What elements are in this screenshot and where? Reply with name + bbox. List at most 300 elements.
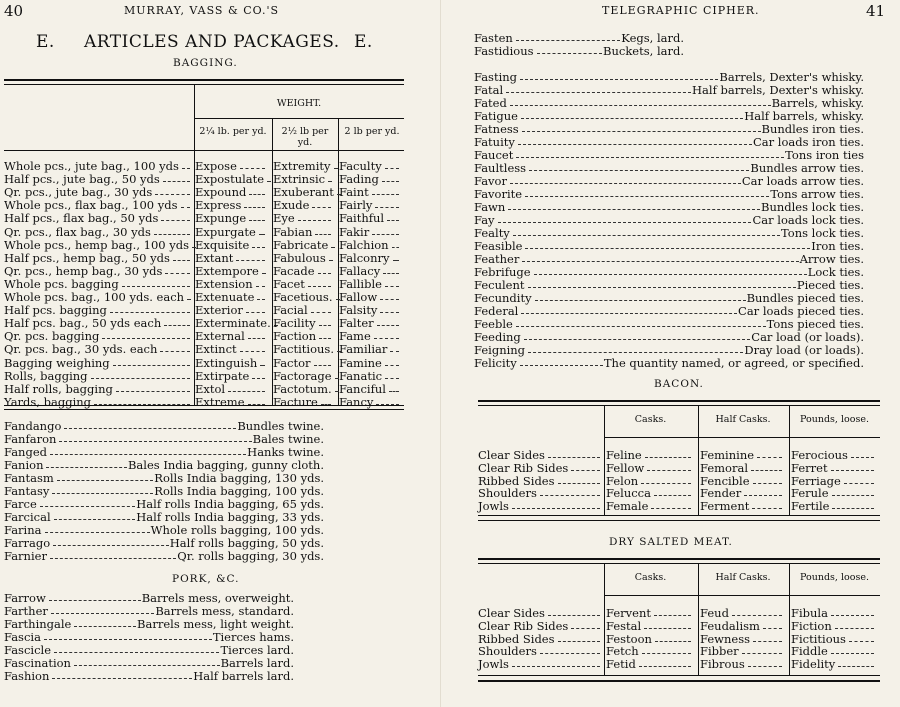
leader-dashes bbox=[540, 645, 600, 654]
code-meaning: Bundles arrow ties. bbox=[750, 161, 864, 175]
bagging-code-cell bbox=[195, 357, 267, 370]
leader-dashes bbox=[641, 475, 691, 484]
bagging-code-cell bbox=[273, 291, 333, 304]
cipher-code: Ferule bbox=[791, 486, 829, 501]
code-word: Farther bbox=[4, 604, 48, 618]
bagging-code-cell bbox=[273, 186, 333, 199]
leader-dashes bbox=[110, 304, 190, 313]
leader-dashes bbox=[54, 644, 219, 653]
leader-dashes bbox=[257, 291, 265, 300]
leader-dashes bbox=[763, 620, 782, 629]
leader-dashes bbox=[832, 500, 874, 509]
code-word: Fanfaron bbox=[4, 432, 57, 446]
cipher-code: Falchion bbox=[339, 237, 389, 252]
code-word: Farthingale bbox=[4, 617, 72, 631]
table-code-cell bbox=[606, 500, 693, 513]
cipher-code: Falter bbox=[339, 316, 374, 331]
cipher-code: Extirpate bbox=[195, 368, 250, 383]
cipher-code: Fibber bbox=[700, 644, 739, 659]
left-page bbox=[0, 0, 412, 707]
leader-dashes bbox=[757, 449, 782, 458]
bagging-code-cell bbox=[339, 370, 401, 383]
leader-dashes bbox=[182, 160, 190, 169]
leader-dashes bbox=[742, 645, 782, 654]
leader-dashes bbox=[831, 645, 874, 654]
bagging-subtitle: BAGGING. bbox=[173, 57, 238, 69]
table-row-label bbox=[478, 500, 602, 513]
cipher-code: Famine bbox=[339, 355, 382, 370]
leader-dashes bbox=[752, 500, 782, 509]
cipher-code: Factorage bbox=[273, 368, 332, 383]
code-meaning: Bundles twine. bbox=[237, 419, 324, 433]
code-meaning: Tons pieced ties. bbox=[766, 317, 864, 331]
bacon-rule-top bbox=[478, 400, 880, 402]
code-word: Faucet bbox=[474, 148, 514, 162]
cipher-code: Extinguish bbox=[195, 355, 258, 370]
code-meaning: Car loads lock ties. bbox=[752, 213, 864, 227]
code-meaning: Car loads pieced ties. bbox=[738, 304, 864, 318]
bacon-rule-bottom bbox=[478, 515, 880, 516]
leader-dashes bbox=[753, 633, 782, 642]
leader-dashes bbox=[520, 71, 718, 80]
code-word: Fatigue bbox=[474, 109, 518, 123]
table-code-cell bbox=[700, 620, 784, 633]
leader-dashes bbox=[383, 265, 399, 274]
code-word: Feeding bbox=[474, 330, 521, 344]
bagging-code-cell bbox=[339, 252, 401, 265]
cipher-code: Extant bbox=[195, 250, 234, 265]
bagging-code-cell bbox=[339, 199, 401, 212]
page-number-right: 41 bbox=[866, 2, 886, 20]
leader-dashes bbox=[91, 370, 190, 379]
table-column-header: Half Casks. bbox=[715, 572, 771, 583]
cipher-code: Fertile bbox=[791, 499, 830, 514]
row-label-text: Bagging weighing bbox=[4, 355, 110, 370]
table-code-cell bbox=[606, 620, 693, 633]
leader-dashes bbox=[164, 317, 190, 326]
leader-dashes bbox=[155, 186, 190, 195]
cipher-code: Fibula bbox=[791, 606, 828, 620]
table-column-header: Half Casks. bbox=[715, 414, 771, 425]
cipher-code: Fervent bbox=[606, 606, 651, 620]
cipher-code: Expose bbox=[195, 159, 237, 173]
cipher-code: Fetid bbox=[606, 657, 636, 672]
bagging-code-cell bbox=[339, 212, 401, 225]
bagging-code-cell bbox=[273, 173, 333, 186]
leader-dashes bbox=[52, 485, 153, 494]
cipher-code: Fanciful bbox=[339, 381, 386, 396]
leader-dashes bbox=[380, 291, 399, 300]
leader-dashes bbox=[376, 396, 399, 405]
code-meaning: Car loads iron ties. bbox=[752, 135, 864, 149]
code-meaning: Barrels, whisky. bbox=[771, 96, 864, 110]
leader-dashes bbox=[645, 449, 691, 458]
leader-dashes bbox=[256, 278, 265, 287]
leader-dashes bbox=[372, 226, 399, 235]
leader-dashes bbox=[40, 498, 135, 507]
code-word: Febrifuge bbox=[474, 265, 531, 279]
row-label-text: Half pcs. bagging bbox=[4, 303, 107, 318]
code-word: Fatuity bbox=[474, 135, 515, 149]
bagging-code-cell bbox=[195, 160, 267, 173]
cipher-code: Facet bbox=[273, 276, 305, 291]
cipher-code: Fidelity bbox=[791, 657, 836, 672]
bagging-code-cell bbox=[339, 226, 401, 239]
code-word: Feigning bbox=[474, 343, 526, 357]
cipher-code: Ferocious bbox=[791, 448, 848, 462]
leader-dashes bbox=[315, 226, 331, 235]
code-meaning: Bundles pieced ties. bbox=[746, 291, 864, 305]
leader-dashes bbox=[329, 252, 333, 261]
bagging-column-header: 2¼ lb. per yd. bbox=[199, 126, 267, 137]
leader-dashes bbox=[385, 370, 399, 379]
code-word: Fatal bbox=[474, 83, 504, 97]
leader-dashes bbox=[651, 500, 691, 509]
leader-dashes bbox=[228, 383, 265, 392]
bagging-code-cell bbox=[273, 357, 333, 370]
bagging-row-label bbox=[4, 330, 192, 343]
bagging-weight-rule bbox=[194, 118, 404, 119]
page-gutter bbox=[440, 0, 441, 707]
code-word: Fanion bbox=[4, 458, 44, 472]
bagging-code-cell bbox=[273, 383, 333, 396]
leader-dashes bbox=[94, 396, 190, 405]
code-meaning: Barrels mess, standard. bbox=[155, 604, 294, 618]
cipher-code: Felon bbox=[606, 473, 639, 488]
lard-list bbox=[474, 32, 684, 58]
leader-dashes bbox=[516, 149, 784, 158]
leader-dashes bbox=[46, 459, 127, 468]
code-meaning: Barrels mess, overweight. bbox=[141, 591, 294, 605]
cipher-code: Exterior bbox=[195, 303, 243, 318]
leader-dashes bbox=[160, 343, 190, 352]
cipher-code: Fancy bbox=[339, 394, 374, 409]
code-word: Fasten bbox=[474, 31, 513, 45]
code-meaning: Half barrels, Dexter's whisky. bbox=[692, 83, 864, 97]
bagging-header-rule bbox=[4, 150, 404, 151]
leader-dashes bbox=[187, 291, 191, 300]
cipher-code: Extension bbox=[195, 276, 253, 291]
row-label-text: Qr. pcs. bagging bbox=[4, 329, 100, 344]
bagging-code-cell bbox=[273, 160, 333, 173]
leader-dashes bbox=[838, 658, 874, 667]
leader-dashes bbox=[246, 304, 265, 313]
leader-dashes bbox=[308, 278, 331, 287]
leader-dashes bbox=[522, 123, 761, 132]
cipher-code: Extreme bbox=[195, 394, 245, 409]
cipher-code: Fabian bbox=[273, 224, 313, 239]
code-word: Farce bbox=[4, 497, 37, 511]
leader-dashes bbox=[524, 331, 751, 340]
cipher-code: Fetch bbox=[606, 644, 639, 659]
cipher-code: Fictitious bbox=[791, 631, 846, 646]
leader-dashes bbox=[318, 265, 331, 274]
leader-dashes bbox=[654, 607, 691, 616]
row-label-text: Qr. pcs., flax bag., 30 yds bbox=[4, 224, 151, 239]
cipher-code: Fading bbox=[339, 172, 379, 187]
row-label-text: Whole pcs., jute bag., 100 yds bbox=[4, 159, 179, 173]
cipher-code: Facial bbox=[273, 303, 308, 318]
leader-dashes bbox=[385, 278, 399, 287]
bagging-row-label bbox=[4, 291, 192, 304]
row-label-text: Half pcs., hemp bag., 50 yds bbox=[4, 250, 170, 265]
leader-dashes bbox=[236, 252, 265, 261]
cipher-code: Falsity bbox=[339, 303, 378, 318]
bagging-code-cell bbox=[195, 278, 267, 291]
leader-dashes bbox=[311, 304, 331, 313]
dry-salted-header-rule bbox=[604, 595, 880, 596]
bagging-row-label bbox=[4, 278, 192, 291]
code-word: Fashion bbox=[4, 669, 50, 683]
leader-dashes bbox=[165, 265, 190, 274]
table-code-cell bbox=[700, 462, 784, 475]
leader-dashes bbox=[510, 97, 771, 106]
bagging-row-label bbox=[4, 304, 192, 317]
row-label-text: Qr. pcs., jute bag., 30 yds bbox=[4, 185, 153, 200]
cipher-code: Factotum. bbox=[273, 381, 332, 396]
code-meaning: Tierces lard. bbox=[220, 643, 294, 657]
leader-dashes bbox=[744, 487, 782, 496]
dry-salted-rule-top bbox=[478, 558, 880, 560]
code-word: Fawn bbox=[474, 200, 506, 214]
code-entry bbox=[474, 45, 684, 58]
table-column-header: Pounds, loose. bbox=[800, 572, 869, 583]
code-entry bbox=[4, 670, 294, 683]
leader-dashes bbox=[74, 657, 220, 666]
bacon-header-rule bbox=[604, 437, 880, 438]
leader-dashes bbox=[639, 658, 691, 667]
bagging-row-label bbox=[4, 239, 192, 252]
code-meaning: Rolls India bagging, 100 yds. bbox=[154, 484, 324, 498]
bagging-row-label bbox=[4, 160, 192, 173]
leader-dashes bbox=[259, 226, 265, 235]
bagging-code-cell bbox=[273, 317, 333, 330]
code-word: Farcical bbox=[4, 510, 51, 524]
bacon-subtitle: BACON. bbox=[654, 378, 704, 390]
code-meaning: Tierces hams. bbox=[212, 630, 294, 644]
code-word: Fastidious bbox=[474, 44, 534, 58]
row-label-text: Clear Sides bbox=[478, 606, 545, 620]
leader-dashes bbox=[52, 670, 192, 679]
code-word: Favorite bbox=[474, 187, 523, 201]
bagging-row-label bbox=[4, 370, 192, 383]
bagging-code-cell bbox=[339, 173, 401, 186]
leader-dashes bbox=[558, 475, 600, 484]
bagging-row-label bbox=[4, 173, 192, 186]
leader-dashes bbox=[385, 357, 399, 366]
code-meaning: Kegs, lard. bbox=[621, 31, 684, 45]
whisky-ties-list bbox=[474, 71, 864, 370]
leader-dashes bbox=[382, 173, 399, 182]
pork-subtitle: PORK, &C. bbox=[172, 573, 240, 585]
bagging-code-cell bbox=[195, 265, 267, 278]
table-code-cell bbox=[791, 620, 876, 633]
bagging-row-label bbox=[4, 186, 192, 199]
cipher-code: Fewness bbox=[700, 631, 751, 646]
bagging-rule-top bbox=[4, 79, 404, 81]
leader-dashes bbox=[390, 343, 399, 352]
code-word: Fay bbox=[474, 213, 495, 227]
leader-dashes bbox=[334, 160, 338, 169]
bagging-code-cell bbox=[339, 160, 401, 173]
row-label-text: Jowls bbox=[478, 657, 509, 672]
cipher-code: Exquisite bbox=[195, 237, 250, 252]
bagging-row-label bbox=[4, 199, 192, 212]
leader-dashes bbox=[161, 212, 190, 221]
bagging-code-cell bbox=[273, 212, 333, 225]
dry-salted-rule-bottom bbox=[478, 675, 880, 676]
leader-dashes bbox=[506, 84, 691, 93]
twine-bagging-list bbox=[4, 420, 324, 563]
cipher-code: Fallow bbox=[339, 290, 378, 304]
cipher-code: Fame bbox=[339, 329, 371, 344]
leader-dashes bbox=[529, 162, 749, 171]
row-label-text: Whole pcs., hemp bag., 100 yds bbox=[4, 237, 190, 252]
cipher-code: Falconry bbox=[339, 250, 390, 265]
bagging-column-header: 2 lb per yd. bbox=[344, 126, 400, 137]
cipher-code: Expound bbox=[195, 185, 247, 200]
cipher-code: Ferriage bbox=[791, 473, 841, 488]
table-code-cell bbox=[791, 462, 876, 475]
row-label-text: Clear Rib Sides bbox=[478, 460, 569, 475]
code-meaning: Buckets, lard. bbox=[603, 44, 684, 58]
table-row-label bbox=[478, 658, 602, 671]
bagging-row-label bbox=[4, 383, 192, 396]
cipher-code: Fallible bbox=[339, 276, 382, 291]
code-meaning: Half barrels lard. bbox=[193, 669, 294, 683]
leader-dashes bbox=[249, 212, 265, 221]
table-row-label bbox=[478, 462, 602, 475]
leader-dashes bbox=[528, 344, 743, 353]
leader-dashes bbox=[548, 607, 600, 616]
leader-dashes bbox=[57, 472, 154, 481]
bagging-code-cell bbox=[273, 199, 333, 212]
cipher-code: Fiddle bbox=[791, 644, 828, 659]
cipher-code: Fender bbox=[700, 486, 742, 501]
bagging-code-cell bbox=[195, 252, 267, 265]
leader-dashes bbox=[748, 658, 782, 667]
code-meaning: Bundles lock ties. bbox=[761, 200, 864, 214]
cipher-code: Faithful bbox=[339, 211, 385, 226]
code-entry bbox=[4, 550, 324, 563]
code-word: Fantasy bbox=[4, 484, 50, 498]
leader-dashes bbox=[525, 188, 769, 197]
cipher-code: Fallacy bbox=[339, 263, 381, 278]
cipher-code: Facture bbox=[273, 394, 318, 409]
table-code-cell bbox=[791, 658, 876, 671]
leader-dashes bbox=[50, 446, 246, 455]
cipher-code: Fabulous bbox=[273, 250, 326, 265]
leader-dashes bbox=[753, 475, 782, 484]
bagging-code-cell bbox=[339, 330, 401, 343]
code-word: Farnier bbox=[4, 549, 47, 563]
leader-dashes bbox=[49, 592, 141, 601]
leader-dashes bbox=[512, 658, 600, 667]
row-label-text: Whole pcs., flax bag., 100 yds bbox=[4, 198, 178, 213]
cipher-code: Extol bbox=[195, 381, 226, 396]
bagging-row-label bbox=[4, 396, 192, 409]
bagging-row-label bbox=[4, 226, 192, 239]
code-meaning: Barrels, Dexter's whisky. bbox=[719, 70, 864, 84]
leader-dashes bbox=[832, 487, 874, 496]
cipher-code: Faint bbox=[339, 185, 369, 200]
cipher-code: Facade bbox=[273, 263, 315, 278]
table-column-header: Casks. bbox=[634, 572, 667, 583]
code-word: Felicity bbox=[474, 356, 517, 370]
code-meaning: Arrow ties. bbox=[799, 252, 864, 266]
leader-dashes bbox=[518, 136, 752, 145]
bagging-code-cell bbox=[273, 252, 333, 265]
leader-dashes bbox=[260, 357, 265, 366]
bagging-code-cell bbox=[195, 330, 267, 343]
bagging-code-cell bbox=[195, 291, 267, 304]
cipher-code: Ferment bbox=[700, 499, 750, 514]
leader-dashes bbox=[374, 330, 399, 339]
leader-dashes bbox=[849, 633, 874, 642]
bagging-code-cell bbox=[273, 304, 333, 317]
cipher-code: Expostulate bbox=[195, 172, 265, 187]
code-meaning: Half barrels, whisky. bbox=[744, 109, 864, 123]
leader-dashes bbox=[45, 524, 150, 533]
row-label-text: Clear Rib Sides bbox=[478, 618, 569, 633]
bagging-code-cell bbox=[273, 239, 333, 252]
leader-dashes bbox=[314, 357, 331, 366]
leader-dashes bbox=[248, 396, 265, 405]
leader-dashes bbox=[328, 173, 332, 182]
bagging-code-cell bbox=[339, 278, 401, 291]
cipher-code: Express bbox=[195, 198, 242, 213]
bagging-code-cell bbox=[273, 265, 333, 278]
leader-dashes bbox=[642, 645, 691, 654]
code-meaning: Bales India bagging, gunny cloth. bbox=[127, 458, 324, 472]
bagging-code-cell bbox=[195, 199, 267, 212]
leader-dashes bbox=[44, 631, 212, 640]
leader-dashes bbox=[513, 227, 780, 236]
cipher-code: Exuberant bbox=[273, 185, 334, 200]
row-label-text: Qr. pcs. bag., 30 yds. each bbox=[4, 342, 158, 357]
leader-dashes bbox=[74, 618, 136, 627]
bagging-column-header: 2½ lb per yd. bbox=[281, 126, 329, 148]
leader-dashes bbox=[655, 633, 691, 642]
pork-list bbox=[4, 592, 294, 683]
bagging-code-cell bbox=[339, 357, 401, 370]
row-label-text: Half pcs., jute bag., 50 yds bbox=[4, 172, 160, 187]
leader-dashes bbox=[240, 343, 265, 352]
code-word: Fealty bbox=[474, 226, 510, 240]
leader-dashes bbox=[571, 462, 600, 471]
cipher-code: Extenuate bbox=[195, 290, 255, 304]
code-entry bbox=[474, 357, 864, 370]
code-meaning: Car load (or loads). bbox=[751, 330, 864, 344]
code-word: Farina bbox=[4, 523, 42, 537]
leader-dashes bbox=[516, 32, 620, 41]
section-letter-left: E. bbox=[36, 32, 55, 52]
leader-dashes bbox=[831, 462, 874, 471]
leader-dashes bbox=[558, 633, 600, 642]
cipher-code: Fellow bbox=[606, 460, 645, 475]
code-meaning: Qr. rolls bagging, 30 yds. bbox=[177, 549, 324, 563]
code-meaning: Barrels mess, light weight. bbox=[137, 617, 294, 631]
row-label-text: Ribbed Sides bbox=[478, 631, 555, 646]
cipher-code: Ferret bbox=[791, 460, 828, 475]
code-word: Fasting bbox=[474, 70, 518, 84]
cipher-code: Familiar bbox=[339, 342, 388, 357]
leader-dashes bbox=[298, 212, 331, 221]
leader-dashes bbox=[249, 186, 265, 195]
cipher-code: Extrinsic bbox=[273, 172, 326, 187]
leader-dashes bbox=[520, 357, 603, 366]
bagging-rule-bottom bbox=[4, 405, 404, 406]
